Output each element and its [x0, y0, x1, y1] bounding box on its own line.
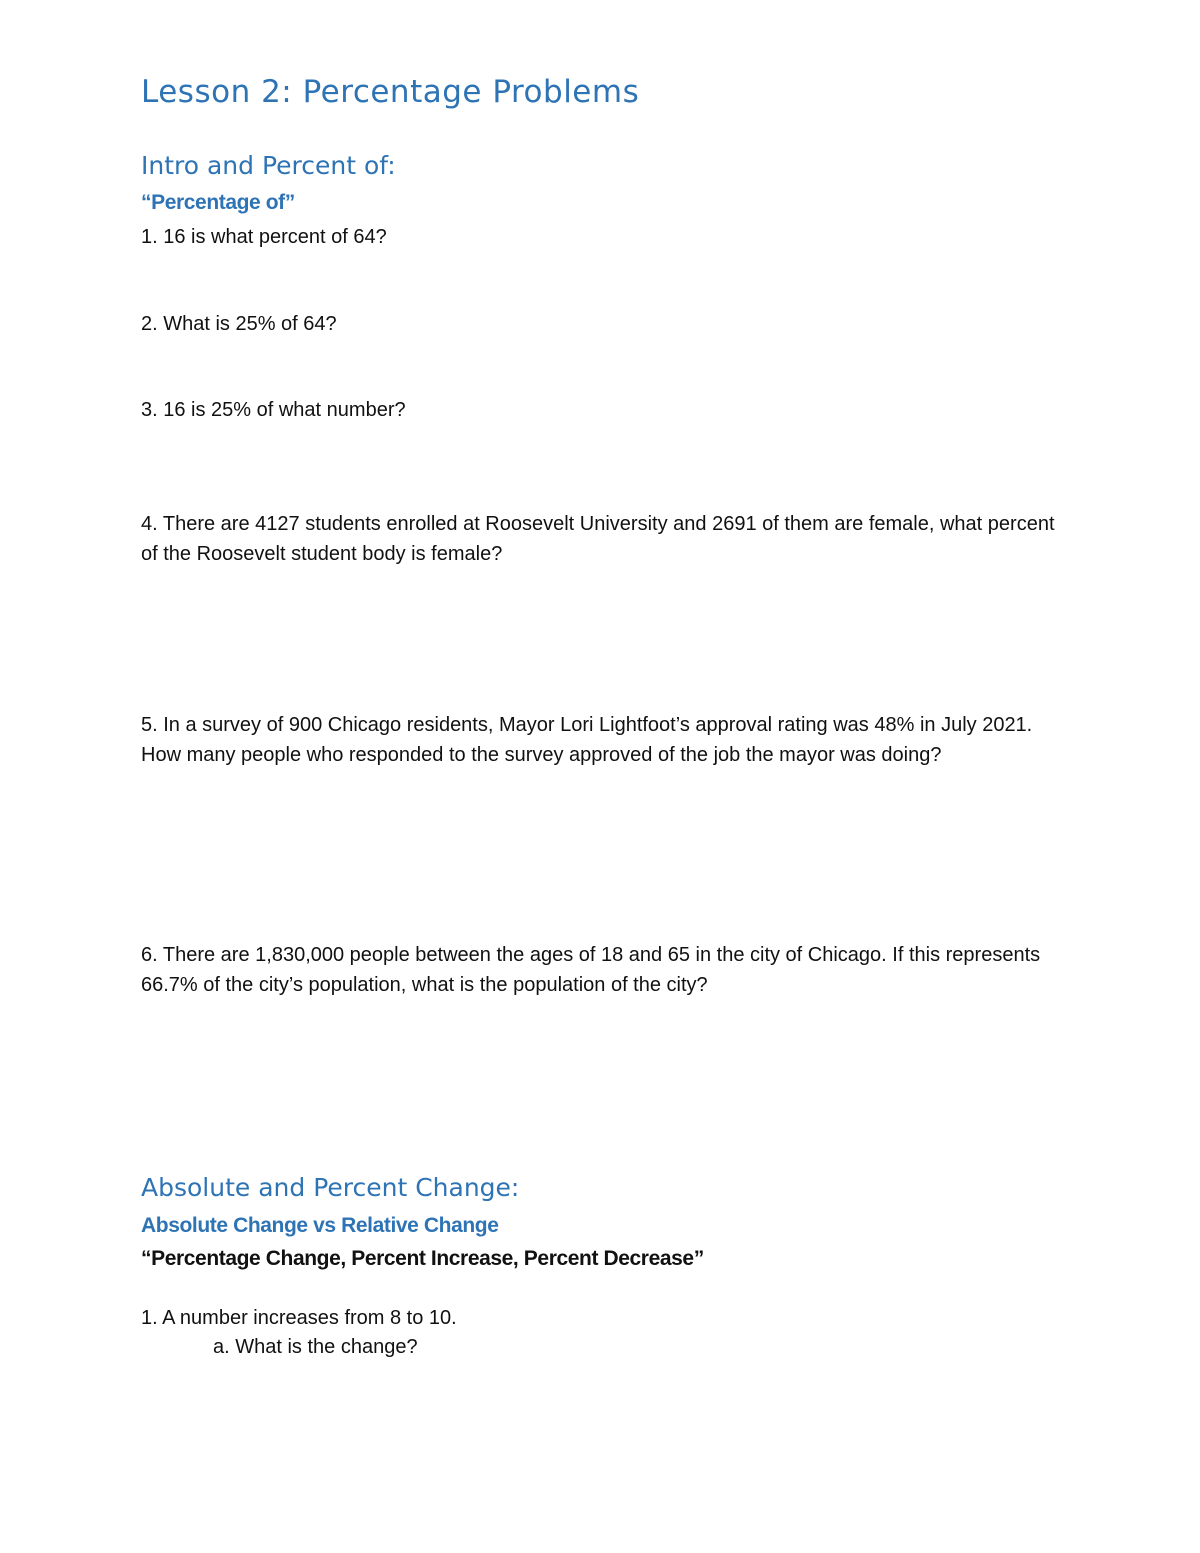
question-4: 4. There are 4127 students enrolled at Roosevelt University and 2691 of them are female, what percent of the Roosevelt student body is female?	[141, 513, 1055, 565]
subheading-absolute-vs-relative: Absolute Change vs Relative Change	[141, 1214, 499, 1237]
section-heading-change: Absolute and Percent Change:	[141, 1173, 520, 1202]
subheading-percentage-change: “Percentage Change, Percent Increase, Percent Decrease”	[141, 1247, 704, 1270]
question-6: 6. There are 1,830,000 people between the ages of 18 and 65 in the city of Chicago. If this represents 66.7% of the city’s population, what is the population of the city?	[141, 944, 1041, 996]
question-1: 1. 16 is what percent of 64?	[141, 226, 387, 248]
section-heading-intro: Intro and Percent of:	[141, 151, 396, 180]
subheading-percentage-of: “Percentage of”	[141, 191, 295, 214]
change-question-1: 1. A number increases from 8 to 10.	[141, 1307, 457, 1329]
question-3: 3. 16 is 25% of what number?	[141, 399, 406, 421]
question-5: 5. In a survey of 900 Chicago residents, Mayor Lori Lightfoot’s approval rating was 48% in July 2021. How many people who responded to the survey approved of the job the mayor was doing?	[141, 714, 1033, 766]
question-2: 2. What is 25% of 64?	[141, 313, 337, 335]
change-question-1a: a. What is the change?	[213, 1336, 418, 1358]
page-title: Lesson 2: Percentage Problems	[141, 74, 640, 110]
